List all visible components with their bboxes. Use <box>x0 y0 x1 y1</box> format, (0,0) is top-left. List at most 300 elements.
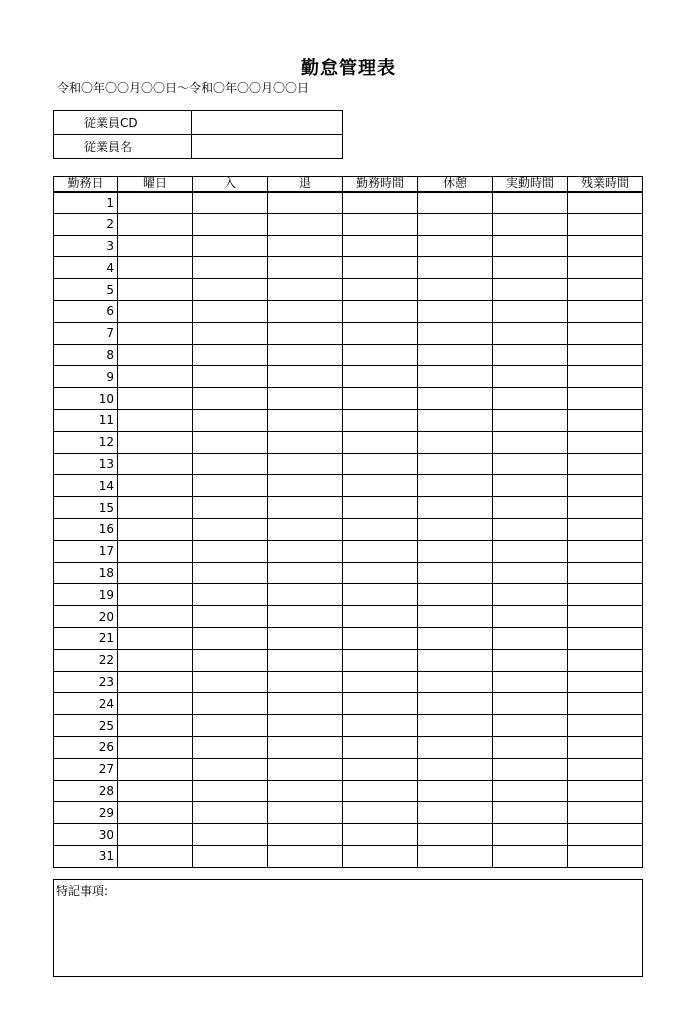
work-hours-cell[interactable] <box>343 475 418 497</box>
overtime-cell[interactable] <box>568 802 643 824</box>
table-row <box>54 257 643 279</box>
clock-in-cell[interactable] <box>193 409 268 431</box>
weekday-cell[interactable] <box>118 715 193 737</box>
clock-out-cell[interactable] <box>268 715 343 737</box>
weekday-cell[interactable] <box>118 322 193 344</box>
clock-out-cell[interactable] <box>268 671 343 693</box>
overtime-cell[interactable] <box>568 453 643 475</box>
day-number: 9 <box>54 366 118 388</box>
overtime-cell[interactable] <box>568 540 643 562</box>
work-hours-cell[interactable] <box>343 562 418 584</box>
weekday-cell[interactable] <box>118 192 193 214</box>
weekday-cell[interactable] <box>118 736 193 758</box>
clock-out-cell[interactable] <box>268 518 343 540</box>
clock-out-cell[interactable] <box>268 366 343 388</box>
clock-in-cell[interactable] <box>193 300 268 322</box>
break-cell[interactable] <box>418 736 493 758</box>
clock-in-cell[interactable] <box>193 802 268 824</box>
clock-in-cell[interactable] <box>193 192 268 214</box>
work-hours-cell[interactable] <box>343 824 418 846</box>
weekday-cell[interactable] <box>118 606 193 628</box>
clock-out-cell[interactable] <box>268 584 343 606</box>
day-number: 20 <box>54 606 118 628</box>
header-actual-hours: 実動時間 <box>493 177 568 192</box>
weekday-cell[interactable] <box>118 518 193 540</box>
actual-hours-cell[interactable] <box>493 257 568 279</box>
day-number: 12 <box>54 431 118 453</box>
table-row <box>54 627 643 649</box>
day-number: 25 <box>54 715 118 737</box>
break-cell[interactable] <box>418 802 493 824</box>
work-hours-cell[interactable] <box>343 409 418 431</box>
clock-in-cell[interactable] <box>193 584 268 606</box>
actual-hours-cell[interactable] <box>493 671 568 693</box>
table-row <box>54 540 643 562</box>
overtime-cell[interactable] <box>568 213 643 235</box>
clock-in-cell[interactable] <box>193 540 268 562</box>
break-cell[interactable] <box>418 540 493 562</box>
clock-in-cell[interactable] <box>193 279 268 301</box>
table-row <box>54 213 643 235</box>
notes-box[interactable] <box>53 879 643 977</box>
work-hours-cell[interactable] <box>343 518 418 540</box>
break-cell[interactable] <box>418 388 493 410</box>
weekday-cell[interactable] <box>118 388 193 410</box>
day-number: 13 <box>54 453 118 475</box>
clock-out-cell[interactable] <box>268 409 343 431</box>
table-row <box>54 736 643 758</box>
table-row <box>54 322 643 344</box>
break-cell[interactable] <box>418 453 493 475</box>
day-number: 1 <box>54 192 118 214</box>
weekday-cell[interactable] <box>118 257 193 279</box>
break-cell[interactable] <box>418 606 493 628</box>
break-cell[interactable] <box>418 366 493 388</box>
clock-out-cell[interactable] <box>268 475 343 497</box>
work-hours-cell[interactable] <box>343 431 418 453</box>
clock-out-cell[interactable] <box>268 213 343 235</box>
clock-in-cell[interactable] <box>193 475 268 497</box>
work-hours-cell[interactable] <box>343 192 418 214</box>
clock-in-cell[interactable] <box>193 649 268 671</box>
employee-name-row <box>54 135 343 159</box>
clock-out-cell[interactable] <box>268 497 343 519</box>
actual-hours-cell[interactable] <box>493 845 568 867</box>
actual-hours-cell[interactable] <box>493 431 568 453</box>
actual-hours-cell[interactable] <box>493 649 568 671</box>
work-hours-cell[interactable] <box>343 671 418 693</box>
table-row <box>54 279 643 301</box>
clock-out-cell[interactable] <box>268 736 343 758</box>
work-hours-cell[interactable] <box>343 257 418 279</box>
work-hours-cell[interactable] <box>343 584 418 606</box>
break-cell[interactable] <box>418 649 493 671</box>
header-clock-in: 入 <box>193 177 268 192</box>
actual-hours-cell[interactable] <box>493 518 568 540</box>
employee-code-label: 従業員CD <box>54 111 192 135</box>
day-number: 27 <box>54 758 118 780</box>
work-hours-cell[interactable] <box>343 780 418 802</box>
day-number: 23 <box>54 671 118 693</box>
clock-out-cell[interactable] <box>268 649 343 671</box>
clock-out-cell[interactable] <box>268 279 343 301</box>
work-hours-cell[interactable] <box>343 606 418 628</box>
table-row <box>54 824 643 846</box>
overtime-cell[interactable] <box>568 606 643 628</box>
weekday-cell[interactable] <box>118 213 193 235</box>
overtime-cell[interactable] <box>568 518 643 540</box>
weekday-cell[interactable] <box>118 497 193 519</box>
actual-hours-cell[interactable] <box>493 715 568 737</box>
day-number: 5 <box>54 279 118 301</box>
table-row <box>54 845 643 867</box>
weekday-cell[interactable] <box>118 627 193 649</box>
period-range: 令和〇年〇〇月〇〇日～令和〇年〇〇月〇〇日 <box>57 81 310 95</box>
weekday-cell[interactable] <box>118 453 193 475</box>
clock-in-cell[interactable] <box>193 497 268 519</box>
break-cell[interactable] <box>418 475 493 497</box>
table-row <box>54 475 643 497</box>
day-number: 6 <box>54 300 118 322</box>
clock-out-cell[interactable] <box>268 693 343 715</box>
overtime-cell[interactable] <box>568 475 643 497</box>
work-hours-cell[interactable] <box>343 300 418 322</box>
overtime-cell[interactable] <box>568 562 643 584</box>
overtime-cell[interactable] <box>568 649 643 671</box>
table-row <box>54 802 643 824</box>
day-number: 10 <box>54 388 118 410</box>
work-hours-cell[interactable] <box>343 366 418 388</box>
overtime-cell[interactable] <box>568 192 643 214</box>
table-row <box>54 235 643 257</box>
actual-hours-cell[interactable] <box>493 562 568 584</box>
actual-hours-cell[interactable] <box>493 279 568 301</box>
clock-out-cell[interactable] <box>268 845 343 867</box>
actual-hours-cell[interactable] <box>493 693 568 715</box>
day-number: 26 <box>54 736 118 758</box>
overtime-cell[interactable] <box>568 235 643 257</box>
table-row <box>54 758 643 780</box>
header-break: 休憩 <box>418 177 493 192</box>
clock-in-cell[interactable] <box>193 213 268 235</box>
overtime-cell[interactable] <box>568 322 643 344</box>
overtime-cell[interactable] <box>568 693 643 715</box>
work-hours-cell[interactable] <box>343 802 418 824</box>
day-number: 31 <box>54 845 118 867</box>
actual-hours-cell[interactable] <box>493 497 568 519</box>
work-hours-cell[interactable] <box>343 388 418 410</box>
work-hours-cell[interactable] <box>343 322 418 344</box>
weekday-cell[interactable] <box>118 584 193 606</box>
clock-in-cell[interactable] <box>193 322 268 344</box>
clock-in-cell[interactable] <box>193 257 268 279</box>
day-number: 8 <box>54 344 118 366</box>
table-row <box>54 562 643 584</box>
overtime-cell[interactable] <box>568 279 643 301</box>
clock-out-cell[interactable] <box>268 562 343 584</box>
clock-in-cell[interactable] <box>193 518 268 540</box>
weekday-cell[interactable] <box>118 279 193 301</box>
clock-out-cell[interactable] <box>268 388 343 410</box>
day-number: 2 <box>54 213 118 235</box>
weekday-cell[interactable] <box>118 649 193 671</box>
overtime-cell[interactable] <box>568 431 643 453</box>
table-row <box>54 649 643 671</box>
work-hours-cell[interactable] <box>343 693 418 715</box>
clock-out-cell[interactable] <box>268 824 343 846</box>
work-hours-cell[interactable] <box>343 736 418 758</box>
clock-in-cell[interactable] <box>193 388 268 410</box>
day-number: 14 <box>54 475 118 497</box>
break-cell[interactable] <box>418 824 493 846</box>
header-work-hours: 勤務時間 <box>343 177 418 192</box>
clock-in-cell[interactable] <box>193 693 268 715</box>
clock-in-cell[interactable] <box>193 715 268 737</box>
notes-label: 特記事項: <box>56 884 109 898</box>
actual-hours-cell[interactable] <box>493 736 568 758</box>
actual-hours-cell[interactable] <box>493 300 568 322</box>
actual-hours-cell[interactable] <box>493 780 568 802</box>
table-row <box>54 715 643 737</box>
attendance-header-row <box>54 177 643 192</box>
clock-out-cell[interactable] <box>268 344 343 366</box>
table-row <box>54 388 643 410</box>
clock-out-cell[interactable] <box>268 606 343 628</box>
table-row <box>54 671 643 693</box>
table-row <box>54 192 643 214</box>
day-number: 19 <box>54 584 118 606</box>
break-cell[interactable] <box>418 627 493 649</box>
work-hours-cell[interactable] <box>343 344 418 366</box>
table-row <box>54 300 643 322</box>
actual-hours-cell[interactable] <box>493 192 568 214</box>
day-number: 11 <box>54 409 118 431</box>
clock-in-cell[interactable] <box>193 671 268 693</box>
clock-in-cell[interactable] <box>193 736 268 758</box>
weekday-cell[interactable] <box>118 344 193 366</box>
overtime-cell[interactable] <box>568 366 643 388</box>
break-cell[interactable] <box>418 671 493 693</box>
clock-out-cell[interactable] <box>268 540 343 562</box>
break-cell[interactable] <box>418 758 493 780</box>
employee-name-field[interactable] <box>192 135 343 159</box>
actual-hours-cell[interactable] <box>493 584 568 606</box>
day-number: 30 <box>54 824 118 846</box>
overtime-cell[interactable] <box>568 257 643 279</box>
day-number: 3 <box>54 235 118 257</box>
actual-hours-cell[interactable] <box>493 322 568 344</box>
work-hours-cell[interactable] <box>343 213 418 235</box>
work-hours-cell[interactable] <box>343 627 418 649</box>
actual-hours-cell[interactable] <box>493 758 568 780</box>
weekday-cell[interactable] <box>118 366 193 388</box>
header-clock-out: 退 <box>268 177 343 192</box>
page-title: 勤怠管理表 <box>301 58 396 79</box>
work-hours-cell[interactable] <box>343 235 418 257</box>
overtime-cell[interactable] <box>568 736 643 758</box>
actual-hours-cell[interactable] <box>493 235 568 257</box>
break-cell[interactable] <box>418 693 493 715</box>
employee-code-row <box>54 111 343 135</box>
clock-out-cell[interactable] <box>268 322 343 344</box>
actual-hours-cell[interactable] <box>493 606 568 628</box>
clock-out-cell[interactable] <box>268 300 343 322</box>
clock-out-cell[interactable] <box>268 802 343 824</box>
break-cell[interactable] <box>418 192 493 214</box>
table-row <box>54 366 643 388</box>
overtime-cell[interactable] <box>568 627 643 649</box>
clock-in-cell[interactable] <box>193 606 268 628</box>
clock-out-cell[interactable] <box>268 192 343 214</box>
clock-in-cell[interactable] <box>193 366 268 388</box>
break-cell[interactable] <box>418 322 493 344</box>
break-cell[interactable] <box>418 279 493 301</box>
clock-in-cell[interactable] <box>193 562 268 584</box>
work-hours-cell[interactable] <box>343 649 418 671</box>
day-number: 18 <box>54 562 118 584</box>
clock-out-cell[interactable] <box>268 235 343 257</box>
overtime-cell[interactable] <box>568 671 643 693</box>
actual-hours-cell[interactable] <box>493 475 568 497</box>
clock-out-cell[interactable] <box>268 627 343 649</box>
table-row <box>54 453 643 475</box>
header-overtime: 残業時間 <box>568 177 643 192</box>
day-number: 7 <box>54 322 118 344</box>
clock-in-cell[interactable] <box>193 758 268 780</box>
actual-hours-cell[interactable] <box>493 213 568 235</box>
work-hours-cell[interactable] <box>343 715 418 737</box>
actual-hours-cell[interactable] <box>493 627 568 649</box>
day-number: 16 <box>54 518 118 540</box>
day-number: 29 <box>54 802 118 824</box>
clock-in-cell[interactable] <box>193 780 268 802</box>
break-cell[interactable] <box>418 562 493 584</box>
table-row <box>54 693 643 715</box>
table-row <box>54 497 643 519</box>
clock-out-cell[interactable] <box>268 758 343 780</box>
overtime-cell[interactable] <box>568 824 643 846</box>
work-hours-cell[interactable] <box>343 497 418 519</box>
clock-in-cell[interactable] <box>193 453 268 475</box>
weekday-cell[interactable] <box>118 235 193 257</box>
table-row <box>54 409 643 431</box>
break-cell[interactable] <box>418 235 493 257</box>
clock-in-cell[interactable] <box>193 845 268 867</box>
employee-name-label: 従業員名 <box>54 135 192 159</box>
weekday-cell[interactable] <box>118 431 193 453</box>
weekday-cell[interactable] <box>118 802 193 824</box>
break-cell[interactable] <box>418 518 493 540</box>
overtime-cell[interactable] <box>568 780 643 802</box>
employee-code-field[interactable] <box>192 111 343 135</box>
actual-hours-cell[interactable] <box>493 802 568 824</box>
attendance-table <box>53 176 643 868</box>
day-number: 22 <box>54 649 118 671</box>
break-cell[interactable] <box>418 409 493 431</box>
break-cell[interactable] <box>418 344 493 366</box>
break-cell[interactable] <box>418 300 493 322</box>
overtime-cell[interactable] <box>568 715 643 737</box>
break-cell[interactable] <box>418 431 493 453</box>
overtime-cell[interactable] <box>568 409 643 431</box>
table-row <box>54 584 643 606</box>
overtime-cell[interactable] <box>568 344 643 366</box>
clock-out-cell[interactable] <box>268 257 343 279</box>
weekday-cell[interactable] <box>118 300 193 322</box>
employee-info-table <box>53 110 343 159</box>
work-hours-cell[interactable] <box>343 845 418 867</box>
weekday-cell[interactable] <box>118 540 193 562</box>
work-hours-cell[interactable] <box>343 540 418 562</box>
actual-hours-cell[interactable] <box>493 540 568 562</box>
weekday-cell[interactable] <box>118 671 193 693</box>
overtime-cell[interactable] <box>568 497 643 519</box>
actual-hours-cell[interactable] <box>493 409 568 431</box>
day-number: 24 <box>54 693 118 715</box>
actual-hours-cell[interactable] <box>493 453 568 475</box>
overtime-cell[interactable] <box>568 758 643 780</box>
table-row <box>54 431 643 453</box>
work-hours-cell[interactable] <box>343 453 418 475</box>
clock-in-cell[interactable] <box>193 431 268 453</box>
weekday-cell[interactable] <box>118 562 193 584</box>
actual-hours-cell[interactable] <box>493 824 568 846</box>
overtime-cell[interactable] <box>568 584 643 606</box>
day-number: 21 <box>54 627 118 649</box>
work-hours-cell[interactable] <box>343 279 418 301</box>
weekday-cell[interactable] <box>118 693 193 715</box>
clock-in-cell[interactable] <box>193 824 268 846</box>
actual-hours-cell[interactable] <box>493 388 568 410</box>
weekday-cell[interactable] <box>118 758 193 780</box>
clock-out-cell[interactable] <box>268 453 343 475</box>
break-cell[interactable] <box>418 497 493 519</box>
clock-in-cell[interactable] <box>193 344 268 366</box>
work-hours-cell[interactable] <box>343 758 418 780</box>
header-work-day: 勤務日 <box>54 177 118 192</box>
day-number: 17 <box>54 540 118 562</box>
table-row <box>54 606 643 628</box>
header-weekday: 曜日 <box>118 177 193 192</box>
break-cell[interactable] <box>418 845 493 867</box>
break-cell[interactable] <box>418 257 493 279</box>
actual-hours-cell[interactable] <box>493 366 568 388</box>
overtime-cell[interactable] <box>568 845 643 867</box>
table-row <box>54 518 643 540</box>
actual-hours-cell[interactable] <box>493 344 568 366</box>
weekday-cell[interactable] <box>118 780 193 802</box>
table-row <box>54 344 643 366</box>
attendance-body <box>54 192 643 868</box>
clock-in-cell[interactable] <box>193 235 268 257</box>
break-cell[interactable] <box>418 584 493 606</box>
clock-out-cell[interactable] <box>268 431 343 453</box>
weekday-cell[interactable] <box>118 845 193 867</box>
break-cell[interactable] <box>418 213 493 235</box>
break-cell[interactable] <box>418 715 493 737</box>
overtime-cell[interactable] <box>568 388 643 410</box>
clock-out-cell[interactable] <box>268 780 343 802</box>
day-number: 15 <box>54 497 118 519</box>
weekday-cell[interactable] <box>118 824 193 846</box>
day-number: 4 <box>54 257 118 279</box>
weekday-cell[interactable] <box>118 475 193 497</box>
weekday-cell[interactable] <box>118 409 193 431</box>
day-number: 28 <box>54 780 118 802</box>
overtime-cell[interactable] <box>568 300 643 322</box>
clock-in-cell[interactable] <box>193 627 268 649</box>
break-cell[interactable] <box>418 780 493 802</box>
